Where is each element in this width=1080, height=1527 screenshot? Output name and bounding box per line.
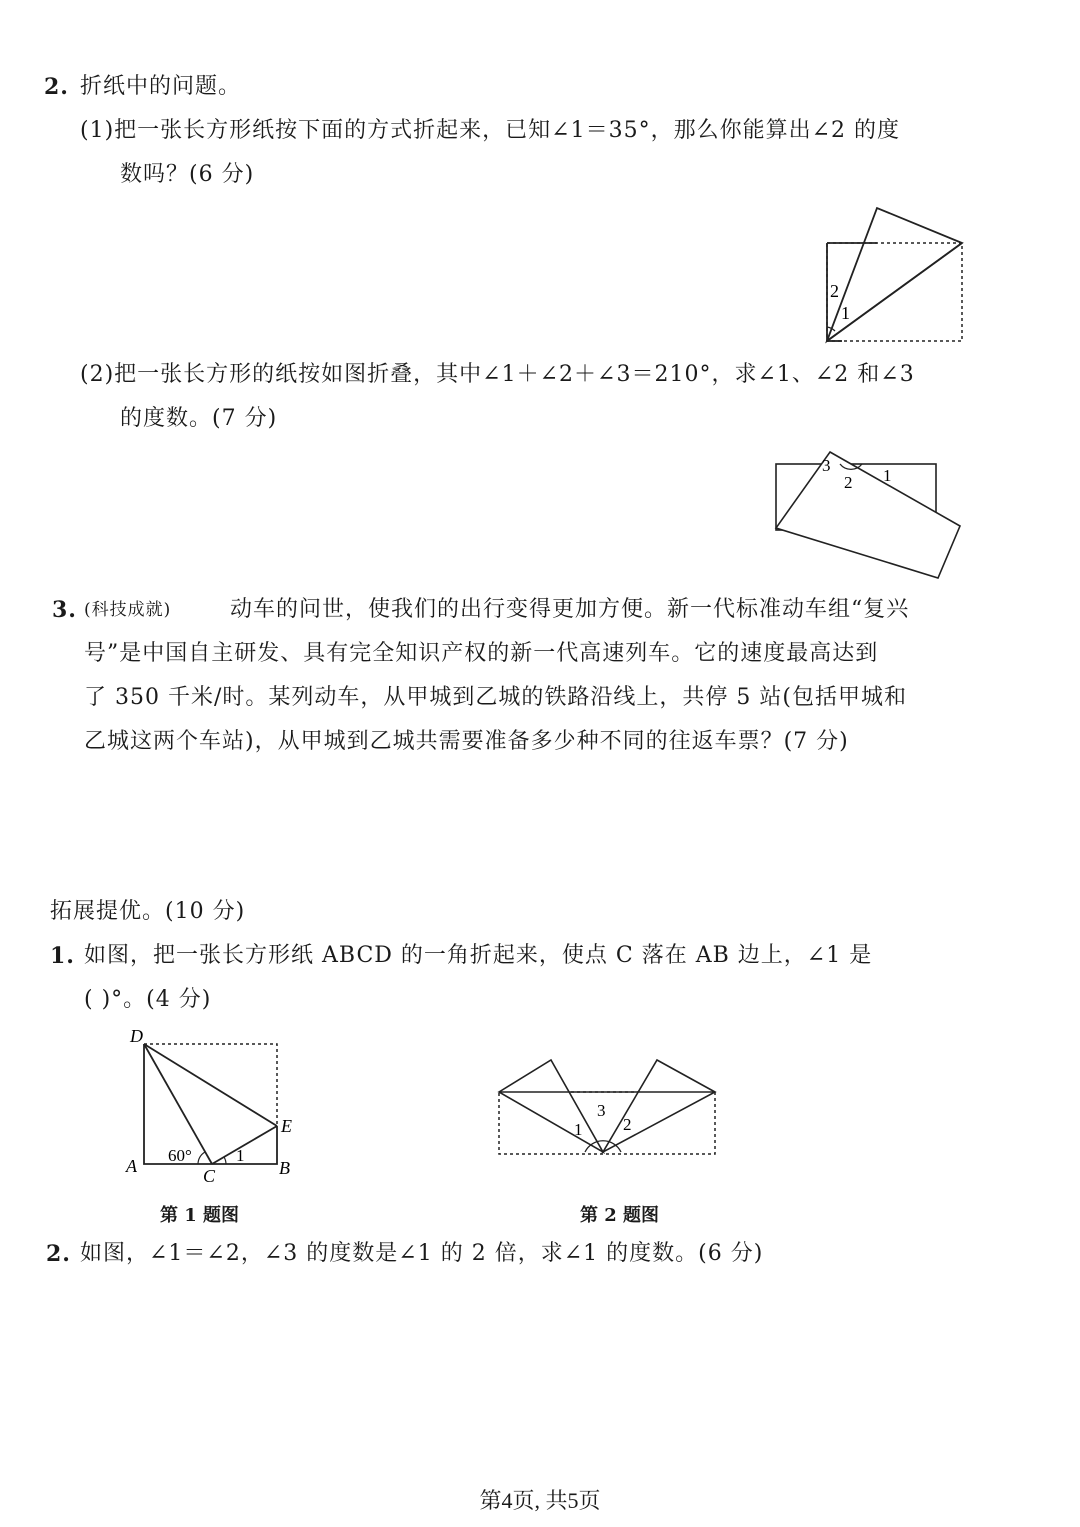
q2-fig2 <box>770 450 970 580</box>
b-q1-number: 1. <box>50 943 75 969</box>
q3-number: 3. <box>52 597 77 623</box>
b-q1-line1: 如图，把一张长方形纸 ABCD 的一角折起来，使点 C 落在 AB 边上，∠1 是 <box>84 943 873 968</box>
label-D: D <box>130 1026 143 1046</box>
crease-line <box>827 243 962 341</box>
q2-fig1 <box>822 205 972 345</box>
fig2-angle-1: 1 <box>574 1120 583 1139</box>
b-q2-line1: 如图，∠1＝∠2，∠3 的度数是∠1 的 2 倍，求∠1 的度数。(6 分) <box>80 1241 764 1266</box>
q2-part2-line2: 的度数。(7 分) <box>120 406 278 431</box>
left-flap <box>499 1060 603 1152</box>
q3-line1: 动车的问世，使我们的出行变得更加方便。新一代标准动车组“复兴 <box>230 597 910 622</box>
angle-1-label-b: 1 <box>883 466 892 485</box>
label-C: C <box>203 1166 216 1186</box>
page-footer: 第4页, 共5页 <box>479 1488 601 1513</box>
q3-line2: 号”是中国自主研发、具有完全知识产权的新一代高速列车。它的速度最高达到 <box>84 641 879 666</box>
rect-edges <box>144 1044 277 1164</box>
label-B: B <box>279 1158 290 1178</box>
b-fig2-caption: 第 2 题图 <box>580 1205 660 1226</box>
q3-tag: (科技成就) <box>84 600 172 620</box>
fold-CE <box>212 1126 277 1164</box>
label-A: A <box>126 1156 137 1176</box>
label-angle1: 1 <box>236 1146 245 1165</box>
q2-title: 折纸中的问题。 <box>80 74 242 99</box>
q2-part1-line2: 数吗？(6 分) <box>120 162 255 187</box>
q2-number: 2. <box>44 74 69 100</box>
fig2-angle-2: 2 <box>623 1115 632 1134</box>
b-fig1 <box>122 1026 312 1186</box>
fig2-angle-3: 3 <box>597 1101 606 1120</box>
b-q1-line2: ( )°。(4 分) <box>84 987 212 1012</box>
q2-part1-line1: (1)把一张长方形纸按下面的方式折起来，已知∠1＝35°，那么你能算出∠2 的度 <box>80 118 901 143</box>
right-flap <box>603 1060 715 1152</box>
angle-2-label: 2 <box>830 281 839 301</box>
angle-3-label: 3 <box>822 456 831 475</box>
folded-strip <box>776 452 960 578</box>
angle-1-label: 1 <box>841 303 850 323</box>
angle-1-arc <box>224 1157 226 1164</box>
q3-line3: 了 350 千米/时。某列动车，从甲城到乙城的铁路沿线上，共停 5 站(包括甲城和 <box>84 685 907 710</box>
angle-60-arc <box>198 1152 205 1164</box>
b-q2-number: 2. <box>46 1241 71 1267</box>
section-b-heading: 拓展提优。(10 分) <box>50 899 246 924</box>
crease-DE <box>144 1044 277 1126</box>
angle-2-label-b: 2 <box>844 473 853 492</box>
label-60: 60° <box>168 1146 192 1165</box>
label-E: E <box>281 1116 292 1136</box>
b-fig2 <box>495 1058 725 1158</box>
q3-line4: 乙城这两个车站)，从甲城到乙城共需要准备多少种不同的往返车票？(7 分) <box>84 729 849 754</box>
b-fig1-caption: 第 1 题图 <box>160 1205 240 1226</box>
q2-part2-line1: (2)把一张长方形的纸按如图折叠，其中∠1＋∠2＋∠3＝210°，求∠1、∠2 和∠3 <box>80 362 915 387</box>
